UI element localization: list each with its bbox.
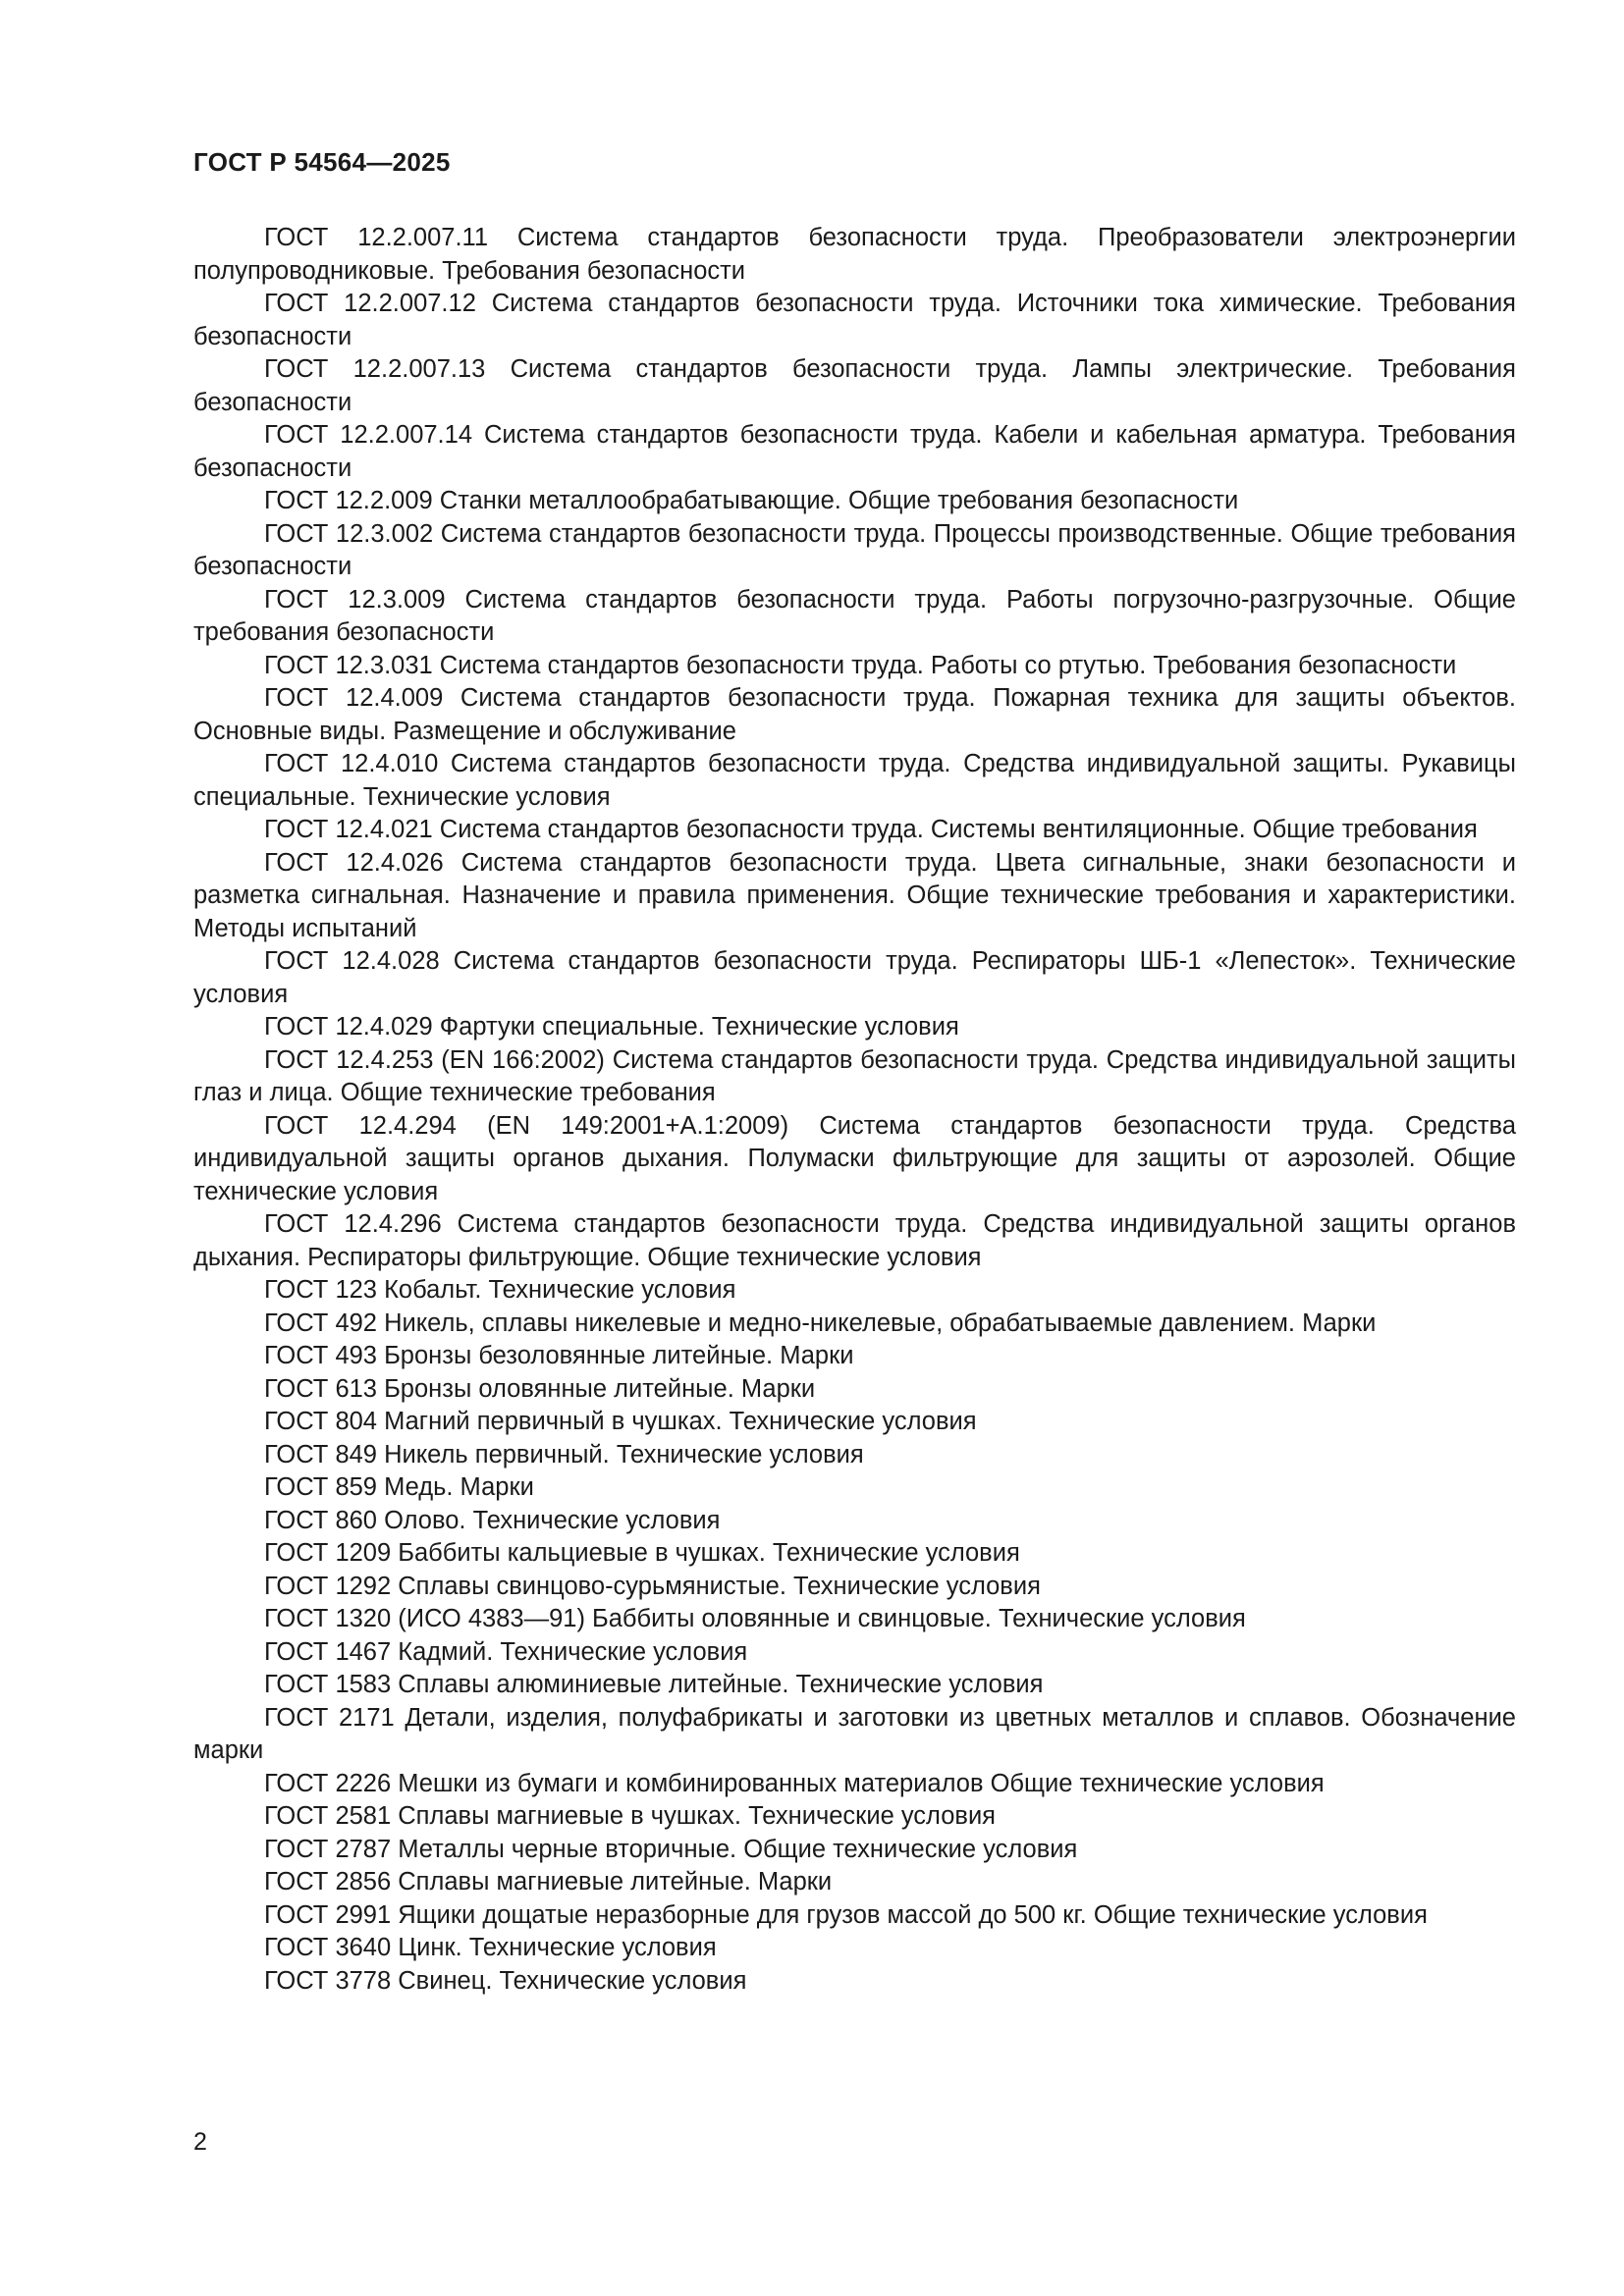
reference-entry: ГОСТ 1320 (ИСО 4383—91) Баббиты оловянные и свинцовые. Технические условия: [264, 1605, 1246, 1632]
reference-entry: ГОСТ 860 Олово. Технические условия: [264, 1506, 721, 1534]
reference-entry: ГОСТ 2226 Мешки из бумаги и комбинированных материалов Общие технические условия: [264, 1769, 1325, 1797]
reference-entry: ГОСТ 12.4.253 (EN 166:2002) Система стандартов безопасности труда. Средства индивидуальной защиты глаз и лица. Общие технические требования: [193, 1045, 1516, 1106]
reference-entry: ГОСТ 12.2.007.11 Система стандартов безопасности труда. Преобразователи электроэнергии полупроводниковые. Требования безопасности: [193, 224, 1516, 285]
document-header: ГОСТ Р 54564—2025: [193, 147, 451, 177]
reference-entry: ГОСТ 804 Магний первичный в чушках. Технические условия: [264, 1408, 977, 1435]
reference-entry: ГОСТ 12.4.026 Система стандартов безопасности труда. Цвета сигнальные, знаки безопасности и разметка сигнальная. Назначение и правила применения. Общие технические требования и характеристики. Методы испытаний: [193, 848, 1516, 942]
reference-entry: ГОСТ 12.3.031 Система стандартов безопасности труда. Работы со ртутью. Требования безопасности: [264, 651, 1457, 679]
reference-entry: ГОСТ 3778 Свинец. Технические условия: [264, 1966, 747, 1995]
reference-entry: ГОСТ 2171 Детали, изделия, полуфабрикаты и заготовки из цветных металлов и сплавов. Обозначение марки: [193, 1703, 1516, 1764]
reference-entry: ГОСТ 12.4.028 Система стандартов безопасности труда. Респираторы ШБ-1 «Лепесток». Технические условия: [193, 947, 1516, 1008]
reference-entry: ГОСТ 12.2.009 Станки металлообрабатывающие. Общие требования безопасности: [264, 487, 1239, 514]
reference-entry: ГОСТ 12.4.010 Система стандартов безопасности труда. Средства индивидуальной защиты. Рукавицы специальные. Технические условия: [193, 750, 1516, 811]
normative-references-list: [193, 222, 1516, 1998]
reference-entry: ГОСТ 12.3.009 Система стандартов безопасности труда. Работы погрузочно-разгрузочные. Общие требования безопасности: [193, 585, 1516, 646]
reference-entry: ГОСТ 493 Бронзы безоловянные литейные. Марки: [264, 1342, 854, 1369]
reference-entry: ГОСТ 12.4.296 Система стандартов безопасности труда. Средства индивидуальной защиты органов дыхания. Респираторы фильтрующие. Общие технические условия: [193, 1210, 1516, 1271]
reference-entry: ГОСТ 1467 Кадмий. Технические условия: [264, 1637, 748, 1666]
reference-entry: ГОСТ 12.2.007.13 Система стандартов безопасности труда. Лампы электрические. Требования безопасности: [193, 355, 1516, 416]
reference-entry: ГОСТ 613 Бронзы оловянные литейные. Марки: [264, 1374, 816, 1403]
reference-entry: ГОСТ 2581 Сплавы магниевые в чушках. Технические условия: [264, 1802, 996, 1830]
reference-entry: ГОСТ 12.3.002 Система стандартов безопасности труда. Процессы производственные. Общие требования безопасности: [193, 519, 1516, 580]
reference-entry: ГОСТ 12.4.021 Система стандартов безопасности труда. Системы вентиляционные. Общие требования: [264, 816, 1478, 843]
reference-entry: ГОСТ 2787 Металлы черные вторичные. Общие технические условия: [264, 1835, 1078, 1863]
reference-entry: ГОСТ 1209 Баббиты кальциевые в чушках. Технические условия: [264, 1539, 1020, 1567]
reference-entry: ГОСТ 123 Кобальт. Технические условия: [264, 1276, 736, 1304]
reference-entry: ГОСТ 849 Никель первичный. Технические условия: [264, 1440, 864, 1468]
reference-entry: ГОСТ 12.4.294 (EN 149:2001+A.1:2009) Система стандартов безопасности труда. Средства индивидуальной защиты органов дыхания. Полумаски фильтрующие для защиты от аэрозолей. Общие технические условия: [193, 1111, 1516, 1205]
reference-entry: ГОСТ 12.4.029 Фартуки специальные. Технические условия: [264, 1013, 959, 1041]
reference-entry: ГОСТ 12.2.007.12 Система стандартов безопасности труда. Источники тока химические. Требования безопасности: [193, 290, 1516, 350]
reference-entry: ГОСТ 1583 Сплавы алюминиевые литейные. Технические условия: [264, 1671, 1044, 1698]
reference-entry: ГОСТ 2991 Ящики дощатые неразборные для грузов массой до 500 кг. Общие технические условия: [264, 1900, 1428, 1929]
reference-entry: ГОСТ 859 Медь. Марки: [264, 1473, 534, 1501]
reference-entry: ГОСТ 12.2.007.14 Система стандартов безопасности труда. Кабели и кабельная арматура. Требования безопасности: [193, 421, 1516, 482]
reference-entry: ГОСТ 492 Никель, сплавы никелевые и медно-никелевые, обрабатываемые давлением. Марки: [264, 1308, 1377, 1337]
reference-entry: ГОСТ 2856 Сплавы магниевые литейные. Марки: [264, 1868, 833, 1896]
reference-entry: ГОСТ 3640 Цинк. Технические условия: [264, 1934, 717, 1961]
reference-entry: ГОСТ 12.4.009 Система стандартов безопасности труда. Пожарная техника для защиты объектов. Основные виды. Размещение и обслуживание: [193, 684, 1516, 745]
reference-entry: ГОСТ 1292 Сплавы свинцово-сурьмянистые. Технические условия: [264, 1572, 1041, 1600]
page-number: 2: [193, 2128, 207, 2156]
